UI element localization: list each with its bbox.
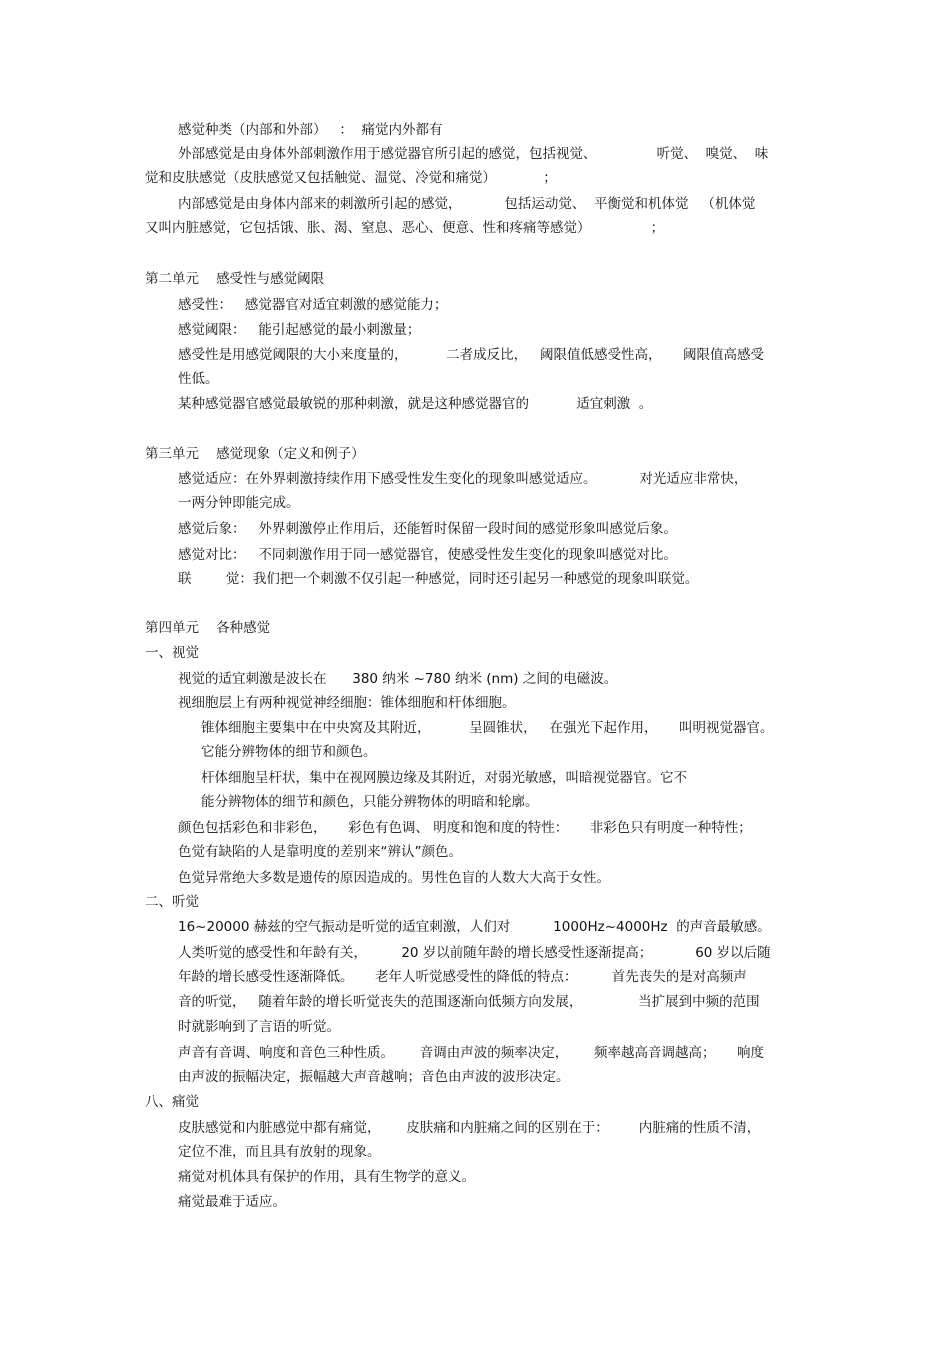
hearing-properties-line-1: 声音有音调、响度和音色三种性质。 音调由声波的频率决定， 频率越高音调越高； 响度 [178, 1045, 764, 1061]
vision-cone-line-1: 锥体细胞主要集中在中央窝及其附近， 呈圆锥状， 在强光下起作用， 叫明视觉器官。 [201, 720, 774, 736]
pain-difference-line-1: 皮肤感觉和内脏感觉中都有痛觉， 皮肤痛和内脏痛之间的区别在于： 内脏痛的性质不清， [178, 1120, 761, 1136]
pain-heading: 八、痛觉 [145, 1094, 199, 1110]
internal-senses-line-2: 又叫内脏感觉，它包括饿、胀、渴、窒息、恶心、便意、性和疼痛等感觉） ； [145, 220, 665, 236]
unit2-relation-line-2: 性低。 [178, 371, 219, 387]
hearing-properties-line-2: 由声波的振幅决定，振幅越大声音越响；音色由声波的波形决定。 [178, 1069, 570, 1085]
vision-color-line-2: 色觉有缺陷的人是靠明度的差别来“辨认”颜色。 [178, 844, 462, 860]
unit2-threshold: 感觉阈限： 能引起感觉的最小刺激量； [178, 322, 421, 338]
unit2-relation-line-1: 感受性是用感觉阈限的大小来度量的， 二者成反比， 阈限值低感受性高， 阈限值高感受 [178, 347, 764, 363]
vision-cone-line-2: 它能分辨物体的细节和颜色。 [201, 744, 377, 760]
hearing-age-line-3: 音的听觉， 随着年龄的增长听觉丧失的范围逐渐向低频方向发展， 当扩展到中频的范围 [178, 994, 760, 1010]
unit3-adaptation-line-2: 一两分钟即能完成。 [178, 495, 300, 511]
external-senses-line-2: 觉和皮肤感觉（皮肤感觉又包括触觉、温觉、冷觉和痛觉） ； [145, 170, 557, 186]
unit2-title: 第二单元 感受性与感觉阈限 [145, 271, 325, 287]
external-senses-line-1: 外部感觉是由身体外部刺激作用于感觉器官所引起的感觉，包括视觉、 听觉、 嗅觉、 味 [178, 146, 769, 162]
vision-heading: 一、视觉 [145, 645, 199, 661]
vision-color-blindness: 色觉异常绝大多数是遗传的原因造成的。男性色盲的人数大大高于女性。 [178, 870, 610, 886]
internal-senses-line-1: 内部感觉是由身体内部来的刺激所引起的感觉， 包括运动觉、 平衡觉和机体觉 （机体觉 [178, 196, 756, 212]
vision-color-line-1: 颜色包括彩色和非彩色， 彩色有色调、 明度和饱和度的特性： 非彩色只有明度一种特性； [178, 820, 752, 836]
hearing-age-line-2: 年龄的增长感受性逐渐降低。 老年人听觉感受性的降低的特点： 首先丧失的是对高频声 [178, 969, 747, 985]
unit3-title: 第三单元 感觉现象（定义和例子） [145, 446, 365, 462]
pain-protection: 痛觉对机体具有保护的作用，具有生物学的意义。 [178, 1169, 475, 1185]
pain-difference-line-2: 定位不准，而且具有放射的现象。 [178, 1144, 381, 1160]
unit3-synesthesia: 联 觉：我们把一个刺激不仅引起一种感觉，同时还引起另一种感觉的现象叫联觉。 [178, 571, 699, 587]
vision-rod-line-2: 能分辨物体的细节和颜色，只能分辨物体的明暗和轮廓。 [201, 794, 539, 810]
unit2-adequate-stimulus: 某种感觉器官感觉最敏锐的那种刺激，就是这种感觉器官的 适宜刺激 。 [178, 396, 653, 412]
vision-rod-line-1: 杆体细胞呈杆状，集中在视网膜边缘及其附近，对弱光敏感，叫暗视觉器官。它不 [201, 770, 687, 786]
hearing-age-line-1: 人类听觉的感受性和年龄有关， 20 岁以前随年龄的增长感受性逐渐提高； 60 岁以后随 [178, 945, 771, 961]
hearing-age-line-4: 时就影响到了言语的听觉。 [178, 1019, 340, 1035]
pain-adaptation: 痛觉最难于适应。 [178, 1194, 286, 1210]
unit2-sensitivity: 感受性： 感觉器官对适宜刺激的感觉能力； [178, 297, 448, 313]
unit3-afterimage: 感觉后象： 外界刺激停止作用后，还能暂时保留一段时间的感觉形象叫感觉后象。 [178, 521, 677, 537]
hearing-stimulus: 16~20000 赫兹的空气振动是听觉的适宜刺激，人们对 1000Hz~4000Hz 的声音最敏感。 [178, 919, 771, 935]
unit3-adaptation-line-1: 感觉适应：在外界刺激持续作用下感受性发生变化的现象叫感觉适应。 对光适应非常快， [178, 471, 748, 487]
hearing-heading: 二、听觉 [145, 894, 199, 910]
unit3-contrast: 感觉对比： 不同刺激作用于同一感觉器官，使感受性发生变化的现象叫感觉对比。 [178, 547, 677, 563]
unit4-title: 第四单元 各种感觉 [145, 620, 271, 636]
vision-cells: 视细胞层上有两种视觉神经细胞：锥体细胞和杆体细胞。 [178, 695, 516, 711]
types-title: 感觉种类（内部和外部） ： 痛觉内外都有 [178, 122, 443, 138]
vision-stimulus: 视觉的适宜刺激是波长在 380 纳米 ~780 纳米 (nm) 之间的电磁波。 [178, 671, 618, 687]
